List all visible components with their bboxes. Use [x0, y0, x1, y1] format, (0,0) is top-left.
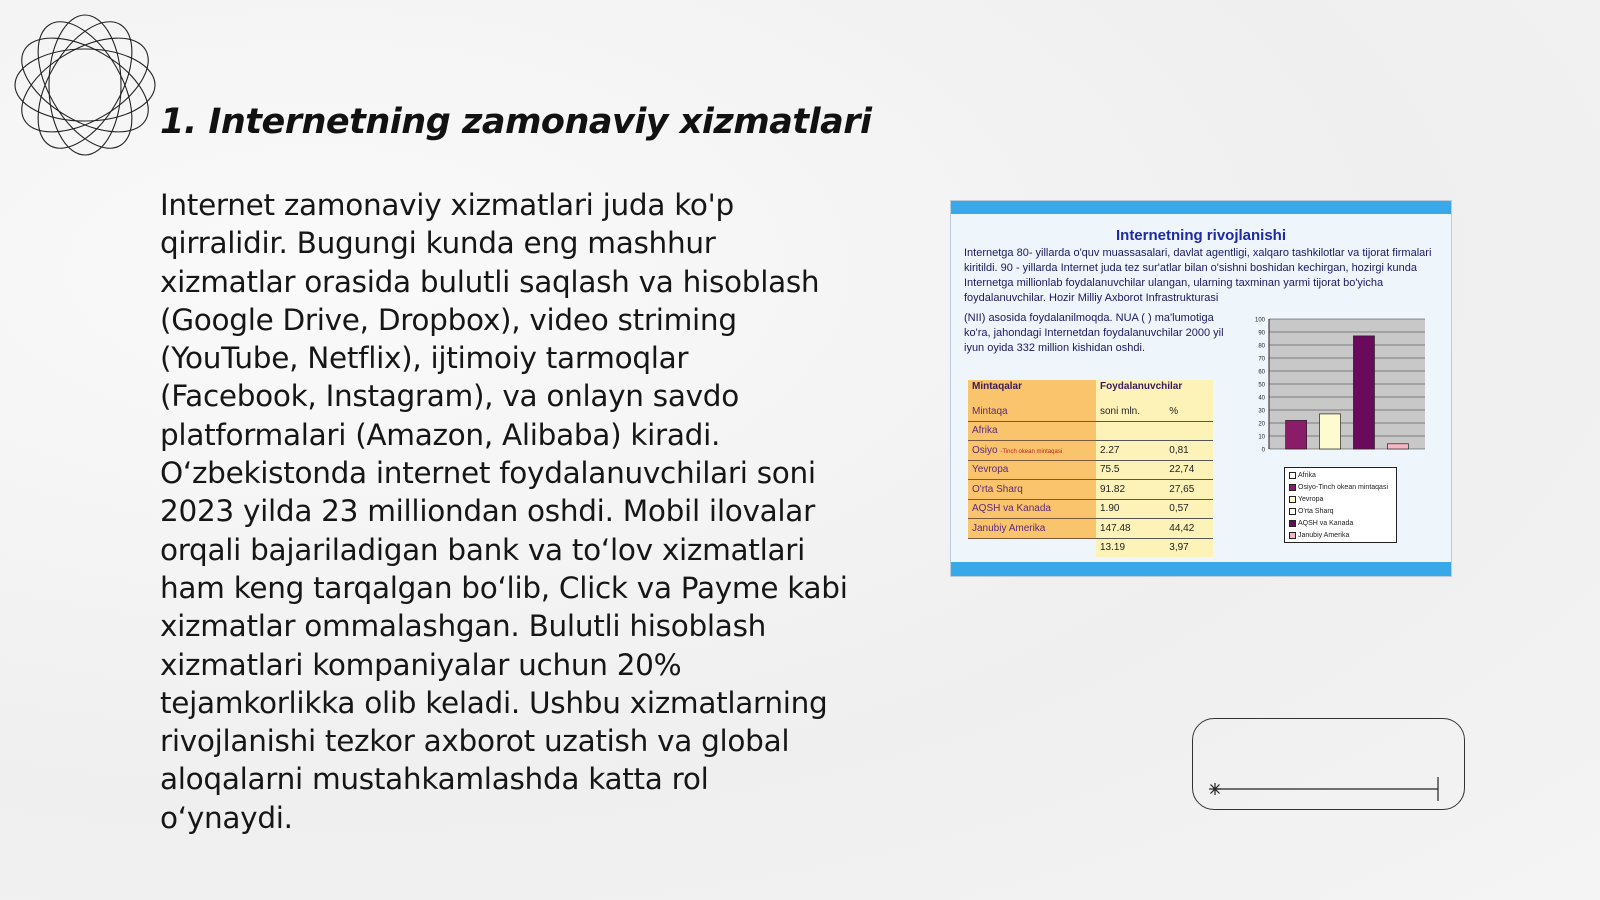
chart-bar: [1387, 444, 1408, 449]
legend-item: [1289, 506, 1392, 518]
table-cell-region: [968, 441, 1096, 461]
table-cell-pct: [1165, 421, 1213, 441]
legend-label: Osiyo-Tinch okean mintaqasi: [1298, 484, 1389, 491]
table-cell-pct: 22,74: [1165, 460, 1213, 480]
table-row: [968, 499, 1213, 519]
decorative-line-icon: [1193, 719, 1466, 811]
legend-swatch: [1289, 508, 1296, 515]
y-tick-label: 40: [1258, 395, 1265, 402]
decorative-frame: [1192, 718, 1465, 810]
y-tick-label: 90: [1258, 330, 1265, 337]
table-cell-region: O'rta Sharq: [968, 480, 1096, 500]
embedded-title: Internetning rivojlanishi: [1115, 227, 1287, 244]
chart-legend: [1284, 467, 1397, 543]
table-cell-region: [968, 538, 1096, 557]
legend-label: Yevropa: [1298, 496, 1324, 503]
table-row: [968, 441, 1213, 461]
legend-swatch: [1289, 472, 1296, 479]
legend-swatch: [1289, 520, 1296, 527]
legend-item: [1289, 530, 1392, 542]
legend-label: Afrika: [1298, 472, 1316, 479]
embedded-top-band: [951, 201, 1451, 214]
legend-label: O'rta Sharq: [1298, 508, 1334, 515]
slide-body-text: Internet zamonaviy xizmatlari juda ko'p qirralidir. Bugungi kunda eng mashhur xizmatlar orasida bulutli saqlash va hisoblash (Google Drive, Dropbox), video striming (YouTube, Netflix), ijtimoiy tarmoqlar (Facebook, Instagram), va onlayn savdo platformalari (Amazon, Alibaba) kiradi. O‘zbekistonda internet foydalanuvchilari soni 2023 yilda 23 milliondan oshdi. Mobil ilovalar orqali bajariladigan bank va to‘lov xizmatlari ham keng tarqalgan bo‘lib, Click va Payme kabi xizmatlar ommalashgan. Bulutli hisoblash xizmatlari kompaniyalar uchun 20% tejamkorlikka olib keladi. Ushbu xizmatlarning rivojlanishi tezkor axborot uzatish va global aloqalarni mustahkamlashda katta rol o‘ynaydi.: [160, 188, 848, 835]
table-header-users: Foydalanuvchilar: [1096, 380, 1213, 402]
chart-bar: [1320, 414, 1341, 449]
legend-item: [1289, 482, 1392, 494]
table-cell-pct: 27,65: [1165, 480, 1213, 500]
table-subheader-row: [968, 402, 1213, 421]
slide-title: 1. Internetning zamonaviy xizmatlari: [160, 102, 872, 142]
table-row: [968, 480, 1213, 500]
table-row: [968, 538, 1213, 557]
region-label: Afrika: [972, 425, 998, 437]
table-cell-count: [1096, 421, 1165, 441]
table-cell-region: Janubiy Amerika: [968, 519, 1096, 539]
region-label: Osiyo: [972, 444, 998, 456]
chart-bar: [1353, 336, 1374, 449]
table-cell-region: [968, 421, 1096, 441]
table-cell-count: 91.82: [1096, 480, 1165, 500]
legend-label: Janubiy Amerika: [1298, 532, 1350, 539]
embedded-paragraph-2: (NII) asosida foydalanilmoqda. NUA ( ) ma'lumotiga ko'ra, jahondagi Internetdan foydalanuvchilar 2000 yil iyun oyida 332 million kishidan oshdi.: [964, 312, 1224, 354]
table-cell-count: 147.48: [1096, 519, 1165, 539]
table-subheader-region: Mintaqa: [968, 402, 1096, 421]
y-tick-label: 20: [1258, 421, 1265, 428]
table-subheader-count: soni mln.: [1096, 402, 1165, 421]
legend-swatch: [1289, 532, 1296, 539]
embedded-paragraph: Internetga 80- yillarda o'quv muassasalari, davlat agentligi, xalqaro tashkilotlar va tijorat firmalari kiritildi. 90 - yillarda Internet juda tez sur'atlar bilan o'sishni boshidan kechirgan, hozirgi kunda Internetga millionlab foydalanuvchilar ulangan, ularning taxminan yarmi tijorat bo'yicha foydalanuvchilar. Hozir Milliy Axborot Infrastrukturasi: [964, 247, 1432, 304]
region-note: -Tinch okean mintaqasi: [1000, 448, 1063, 455]
y-tick-label: 70: [1258, 356, 1265, 363]
embedded-slide-image: [950, 200, 1452, 577]
table-cell-region: AQSH va Kanada: [968, 499, 1096, 519]
table-cell-count: 13.19: [1096, 538, 1165, 557]
legend-swatch: [1289, 496, 1296, 503]
table-row: [968, 421, 1213, 441]
y-tick-label: 10: [1258, 434, 1265, 441]
table-cell-count: 2.27: [1096, 441, 1165, 461]
table-row: [968, 519, 1213, 539]
table-cell-pct: 3,97: [1165, 538, 1213, 557]
decorative-orb-icon: [10, 10, 160, 160]
table-cell-count: 75.5: [1096, 460, 1165, 480]
table-cell-region: Yevropa: [968, 460, 1096, 480]
y-tick-label: 30: [1258, 408, 1265, 415]
y-tick-label: 100: [1254, 317, 1265, 324]
table-cell-pct: 0,81: [1165, 441, 1213, 461]
embedded-bottom-band: [951, 562, 1451, 576]
table-cell-count: 1.90: [1096, 499, 1165, 519]
legend-item: [1289, 470, 1392, 482]
legend-swatch: [1289, 484, 1296, 491]
legend-item: [1289, 494, 1392, 506]
y-tick-label: 80: [1258, 343, 1265, 350]
users-bar-chart: [1241, 311, 1431, 456]
y-tick-label: 50: [1258, 382, 1265, 389]
table-header-row: [968, 380, 1213, 402]
table-row: [968, 460, 1213, 480]
chart-bar: [1286, 420, 1307, 449]
legend-item: [1289, 518, 1392, 530]
table-cell-pct: 44,42: [1165, 519, 1213, 539]
table-cell-pct: 0,57: [1165, 499, 1213, 519]
y-tick-label: 60: [1258, 369, 1265, 376]
table-header-region: Mintaqalar: [968, 380, 1096, 402]
users-table: [968, 380, 1213, 557]
y-tick-label: 0: [1261, 447, 1265, 454]
table-subheader-pct: %: [1165, 402, 1213, 421]
legend-label: AQSH va Kanada: [1298, 520, 1354, 527]
